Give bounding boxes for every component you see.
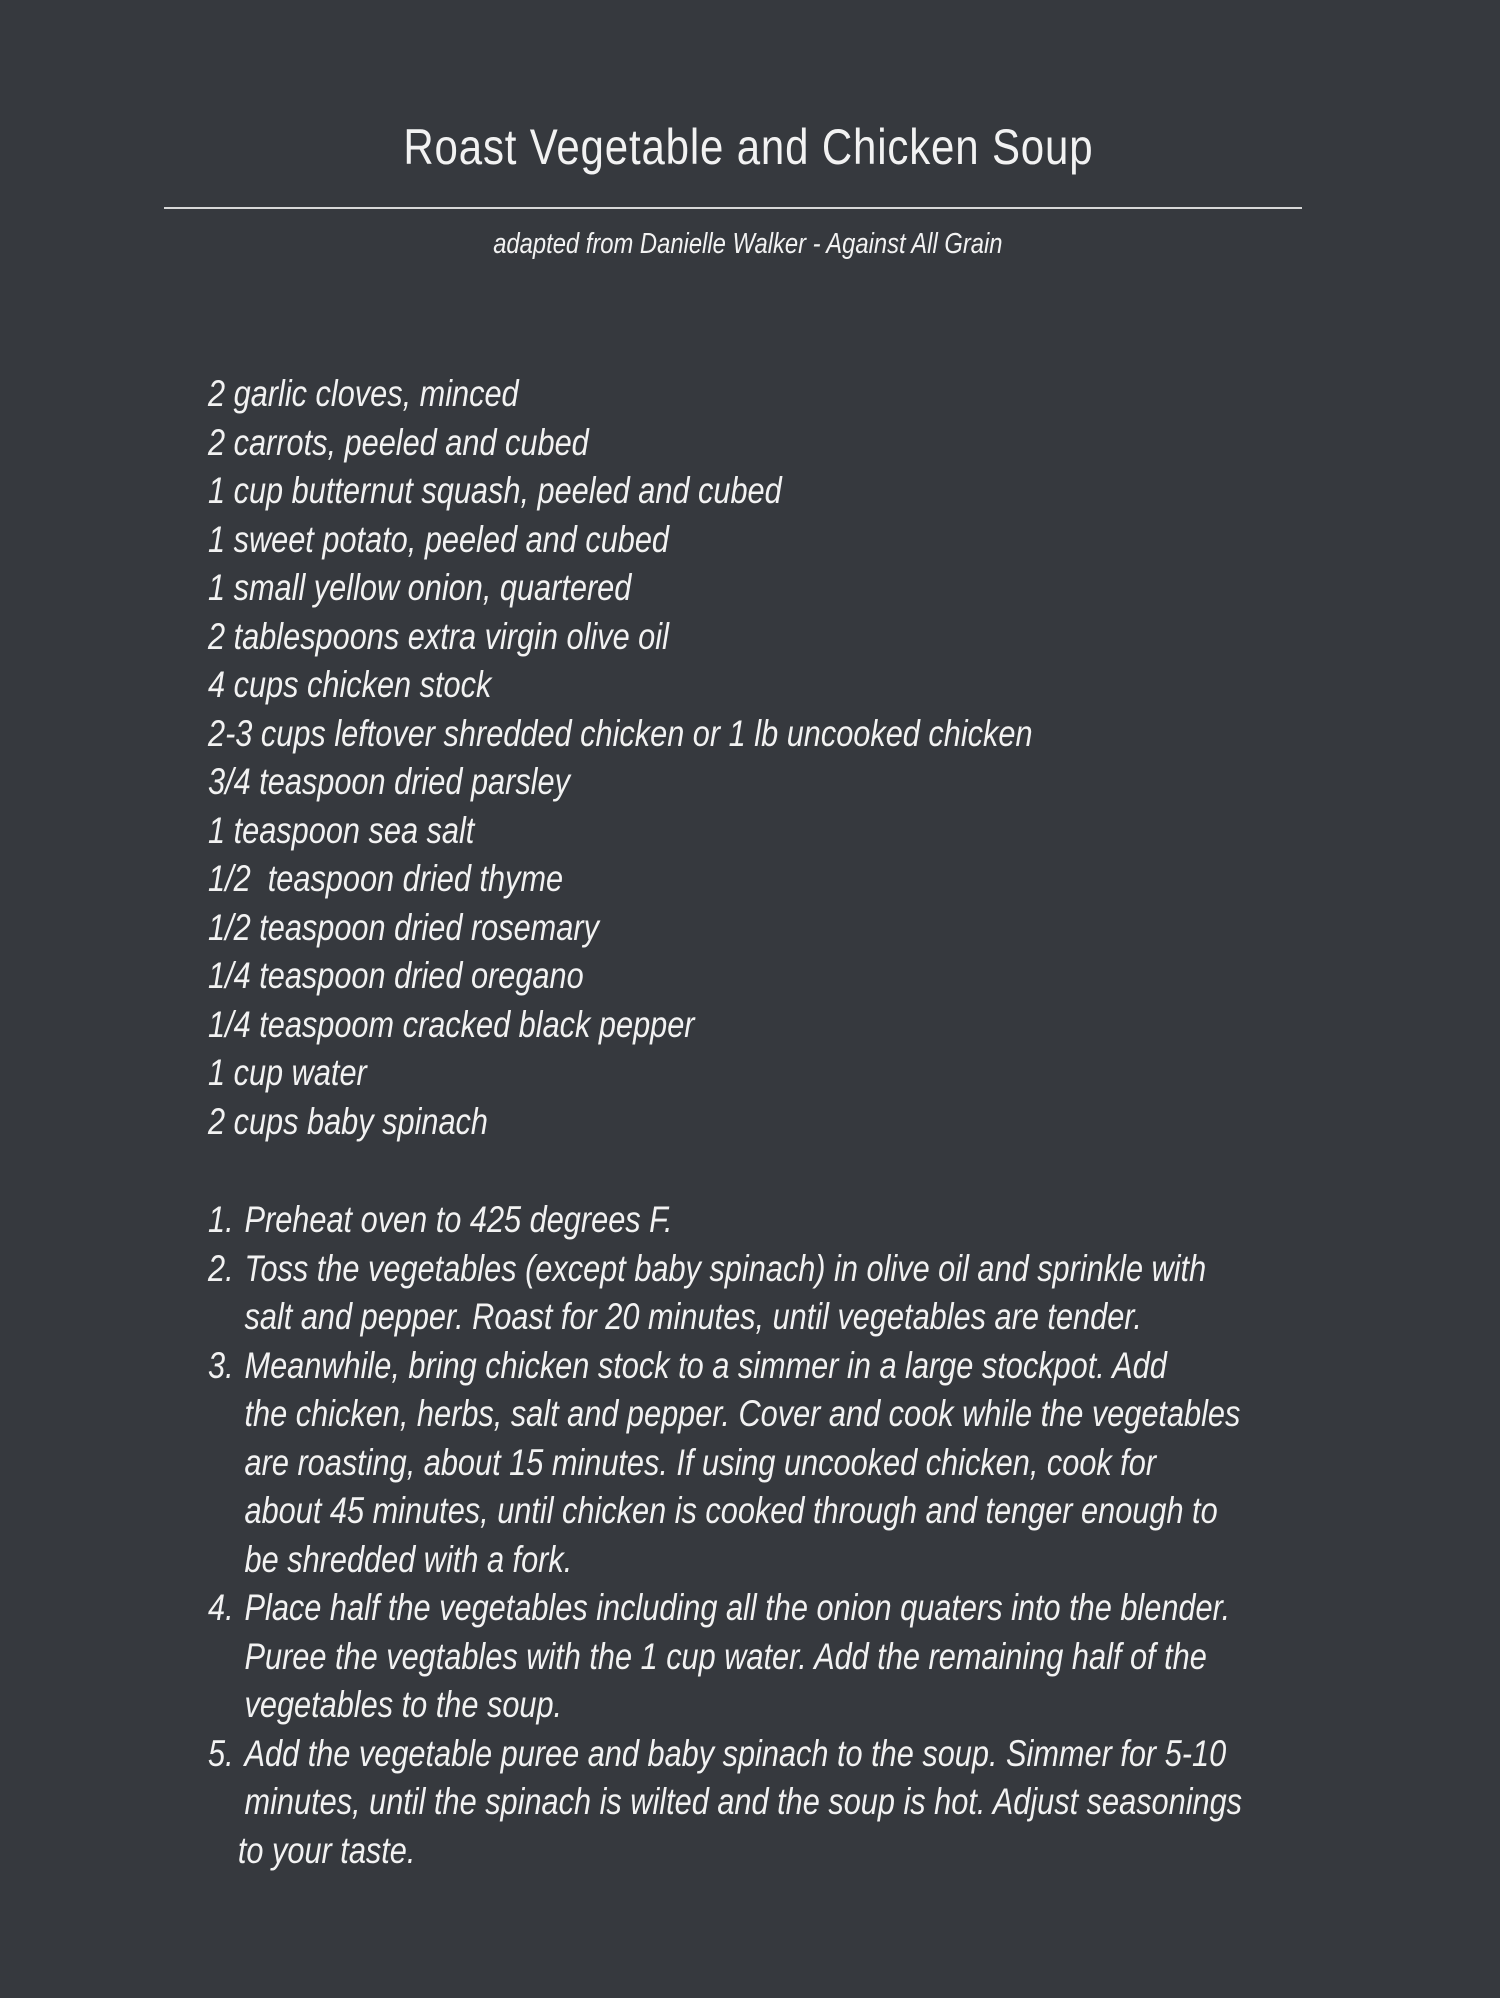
ingredient-item: 1 cup butternut squash, peeled and cubed — [208, 470, 782, 511]
title-divider — [164, 207, 1302, 209]
ingredient-item: 1 cup water — [208, 1052, 367, 1093]
step-line: Toss the vegetables (except baby spinach) in olive oil and sprinkle with — [244, 1247, 1207, 1289]
ingredient-item: 2 cups baby spinach — [208, 1100, 488, 1142]
ingredient-item: 1/2 teaspoon dried rosemary — [208, 906, 599, 948]
step-number: 4. — [208, 1587, 234, 1628]
step-line: Preheat oven to 425 degrees F. — [244, 1199, 673, 1240]
step-line: Puree the vegtables with the 1 cup water. Add the remaining half of the — [244, 1635, 1207, 1677]
step-line: Add the vegetable puree and baby spinach to the soup. Simmer for 5-10 — [244, 1732, 1227, 1774]
instruction-step — [208, 1342, 1262, 1585]
step-number: 3. — [208, 1344, 234, 1386]
step-line: about 45 minutes, until chicken is cooked through and tenger enough to — [244, 1490, 1218, 1531]
step-line: the chicken, herbs, salt and pepper. Cover and cook while the vegetables — [244, 1393, 1241, 1434]
step-line: vegetables to the soup. — [244, 1684, 563, 1725]
step-line: salt and pepper. Roast for 20 minutes, until vegetables are tender. — [244, 1296, 1142, 1337]
ingredient-item: 2 garlic cloves, minced — [208, 373, 519, 414]
ingredient-item: 2 tablespoons extra virgin olive oil — [208, 615, 669, 657]
ingredient-item: 1/4 teaspoon dried oregano — [208, 955, 584, 996]
instruction-step — [208, 1196, 1262, 1245]
recipe-attribution: adapted from Danielle Walker - Against All Grain — [493, 228, 1003, 260]
step-line: are roasting, about 15 minutes. If using uncooked chicken, cook for — [244, 1441, 1157, 1483]
ingredient-item: 1 small yellow onion, quartered — [208, 567, 632, 608]
ingredient-item: 1/2 teaspoon dried thyme — [208, 858, 564, 899]
ingredient-item: 4 cups chicken stock — [208, 664, 492, 705]
instruction-step — [208, 1245, 1262, 1342]
recipe-title: Roast Vegetable and Chicken Soup — [403, 119, 1094, 175]
ingredient-item: 1 teaspoon sea salt — [208, 809, 475, 851]
instructions-list — [208, 1196, 1262, 1875]
ingredient-item: 1 sweet potato, peeled and cubed — [208, 518, 670, 560]
ingredients-list — [208, 370, 1033, 1146]
step-line: Meanwhile, bring chicken stock to a simmer in a large stockpot. Add — [244, 1344, 1167, 1386]
instruction-step — [208, 1584, 1262, 1730]
step-line: Place half the vegetables including all the onion quaters into the blender. — [244, 1587, 1231, 1628]
step-line: to your taste. — [237, 1829, 416, 1871]
ingredient-item: 3/4 teaspoon dried parsley — [208, 761, 570, 802]
step-number: 2. — [208, 1247, 234, 1289]
ingredient-item: 2-3 cups leftover shredded chicken or 1 lb uncooked chicken — [208, 712, 1033, 754]
ingredient-item: 1/4 teaspoom cracked black pepper — [208, 1003, 695, 1045]
step-line: be shredded with a fork. — [244, 1538, 573, 1580]
ingredient-item: 2 carrots, peeled and cubed — [208, 421, 589, 463]
step-number: 5. — [208, 1732, 234, 1774]
step-line: minutes, until the spinach is wilted and the soup is hot. Adjust seasonings — [244, 1781, 1243, 1822]
step-number: 1. — [208, 1199, 234, 1240]
instruction-step — [208, 1730, 1262, 1876]
